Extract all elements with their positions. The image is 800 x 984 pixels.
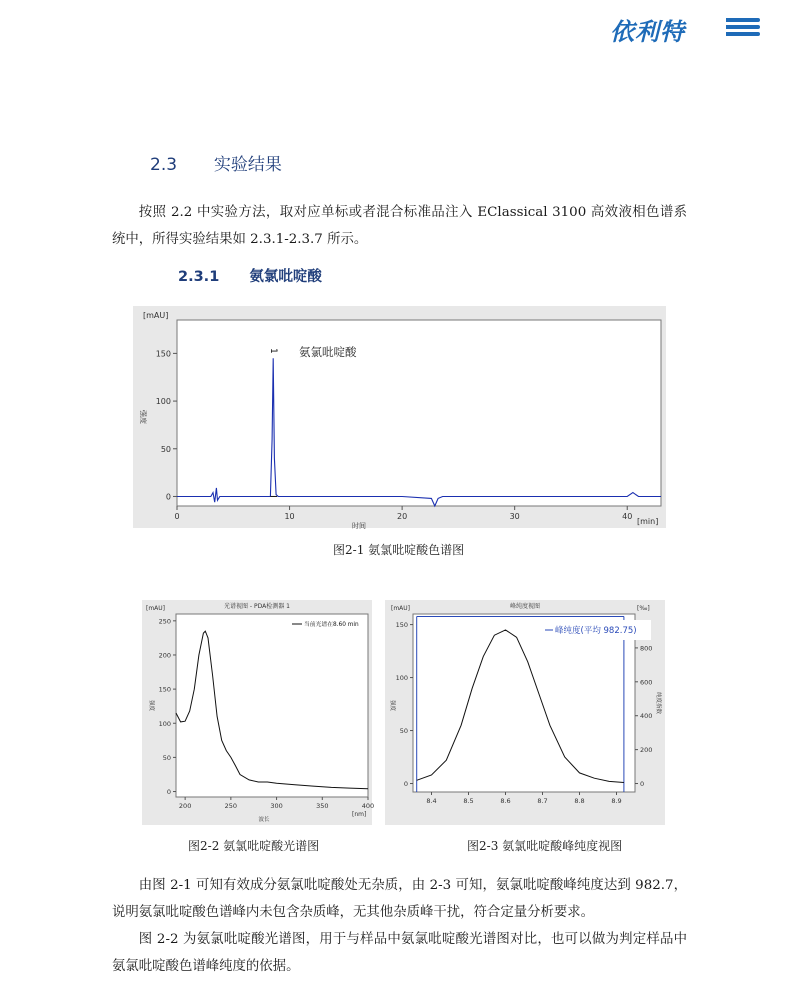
plot-area (177, 320, 661, 506)
y-unit-label: [mAU] (391, 605, 411, 612)
y2-unit-label: [‰] (637, 605, 650, 612)
chromatogram-panel (133, 306, 666, 528)
y2-tick-label: 800 (640, 644, 653, 653)
peak-number-label: 1 (268, 348, 279, 354)
plot-area (176, 614, 368, 797)
y-tick-label: 150 (158, 685, 171, 694)
y-tick-label: 100 (158, 719, 171, 728)
x-tick-label: 8.5 (463, 797, 474, 805)
y-unit-label: [mAU] (146, 605, 166, 612)
y2-tick-label: 400 (640, 712, 653, 721)
x-tick-label: 350 (316, 802, 329, 810)
y-tick-label: 100 (155, 397, 171, 407)
y-tick-label: 50 (160, 444, 171, 454)
y-tick-label: 50 (399, 727, 408, 736)
y2-tick-label: 200 (640, 746, 653, 755)
x-axis-label: 时间 (352, 522, 366, 530)
x-tick-label: 8.8 (574, 797, 585, 805)
y-tick-label: 100 (395, 674, 408, 683)
subsection-heading (178, 265, 322, 286)
y2-axis-label: 纯度指数 (655, 692, 661, 715)
x-tick-label: 8.4 (426, 797, 437, 805)
subsection-number: 2.3.1 (178, 269, 220, 285)
x-tick-label: 20 (397, 512, 408, 521)
panel-title: 峰纯度视图 (509, 603, 541, 610)
company-logo (610, 12, 760, 44)
y-tick-label: 250 (158, 617, 171, 626)
y-tick-label: 0 (165, 492, 171, 502)
y2-tick-label: 0 (640, 780, 645, 789)
y-axis-label: 强度 (148, 700, 154, 712)
x-tick-label: 400 (361, 802, 375, 810)
figure3-caption: 图2-3 氨氯吡啶酸峰纯度视图 (467, 839, 623, 853)
legend-label: 峰纯度(平均 982.75) (555, 626, 637, 636)
panel-title: 光谱视图 - PDA检测器 1 (224, 603, 290, 610)
section-number: 2.3 (150, 155, 178, 175)
plot-area (413, 614, 635, 792)
subsection-title: 氨氯吡啶酸 (249, 269, 322, 285)
x-tick-label: 300 (270, 802, 283, 810)
section-heading (150, 150, 282, 175)
intro-paragraph: 按照 2.2 中实验方法，取对应单标或者混合标准品注入 EClassical 3100 高效液相色谱系统中，所得实验结果如 2.3.1-2.3.7 所示。 (112, 205, 687, 247)
x-unit-label: [min] (637, 517, 659, 526)
conclusion-paragraph-2: 图 2-2 为氨氯吡啶酸光谱图，用于与样品中氨氯吡啶酸光谱图对比，也可以做为判定样品中氨氯吡啶酸色谱峰纯度的依据。 (112, 932, 687, 974)
figure1-caption: 图2-1 氨氯吡啶酸色谱图 (333, 543, 465, 557)
x-tick-label: 8.7 (537, 797, 548, 805)
x-tick-label: 200 (178, 802, 192, 810)
x-unit-label: [nm] (352, 811, 367, 818)
y-tick-label: 0 (403, 780, 408, 789)
y-tick-label: 0 (166, 788, 171, 797)
spectrum-chart (142, 600, 375, 825)
x-tick-label: 40 (622, 512, 633, 521)
chromatogram-chart (133, 306, 666, 528)
x-tick-label: 8.9 (611, 797, 622, 805)
y-unit-label: [mAU] (143, 311, 169, 320)
y2-tick-label: 600 (640, 678, 653, 687)
x-axis-label: 波长 (258, 817, 270, 823)
y-tick-label: 150 (155, 349, 171, 359)
figure2-caption: 图2-2 氨氯吡啶酸光谱图 (188, 839, 320, 853)
peak-annotation-label: 氨氯吡啶酸 (299, 345, 357, 359)
x-tick-label: 0 (174, 512, 180, 521)
section-title: 实验结果 (213, 155, 282, 175)
y-axis-label: 强度 (139, 410, 147, 424)
y-axis-label: 强度 (389, 700, 395, 712)
y-tick-label: 50 (162, 753, 171, 762)
logo-text: 依利特 (610, 18, 685, 46)
purity-chart (385, 600, 665, 825)
spectrum-panel (142, 600, 375, 825)
x-tick-label: 8.6 (500, 797, 511, 805)
legend-label: 当前光谱在8.60 min (304, 622, 359, 628)
stripes-icon (726, 18, 760, 40)
x-tick-label: 250 (224, 802, 238, 810)
purity-panel (385, 600, 665, 825)
x-tick-label: 30 (509, 512, 520, 521)
conclusion-paragraph-1: 由图 2-1 可知有效成分氨氯吡啶酸处无杂质，由 2-3 可知，氨氯吡啶酸峰纯度达到 982.7，说明氨氯吡啶酸色谱峰内未包含杂质峰，无其他杂质峰干扰，符合定量分析要求。 (112, 878, 687, 920)
y-tick-label: 200 (158, 651, 171, 660)
y-tick-label: 150 (395, 621, 408, 630)
x-tick-label: 10 (284, 512, 295, 521)
